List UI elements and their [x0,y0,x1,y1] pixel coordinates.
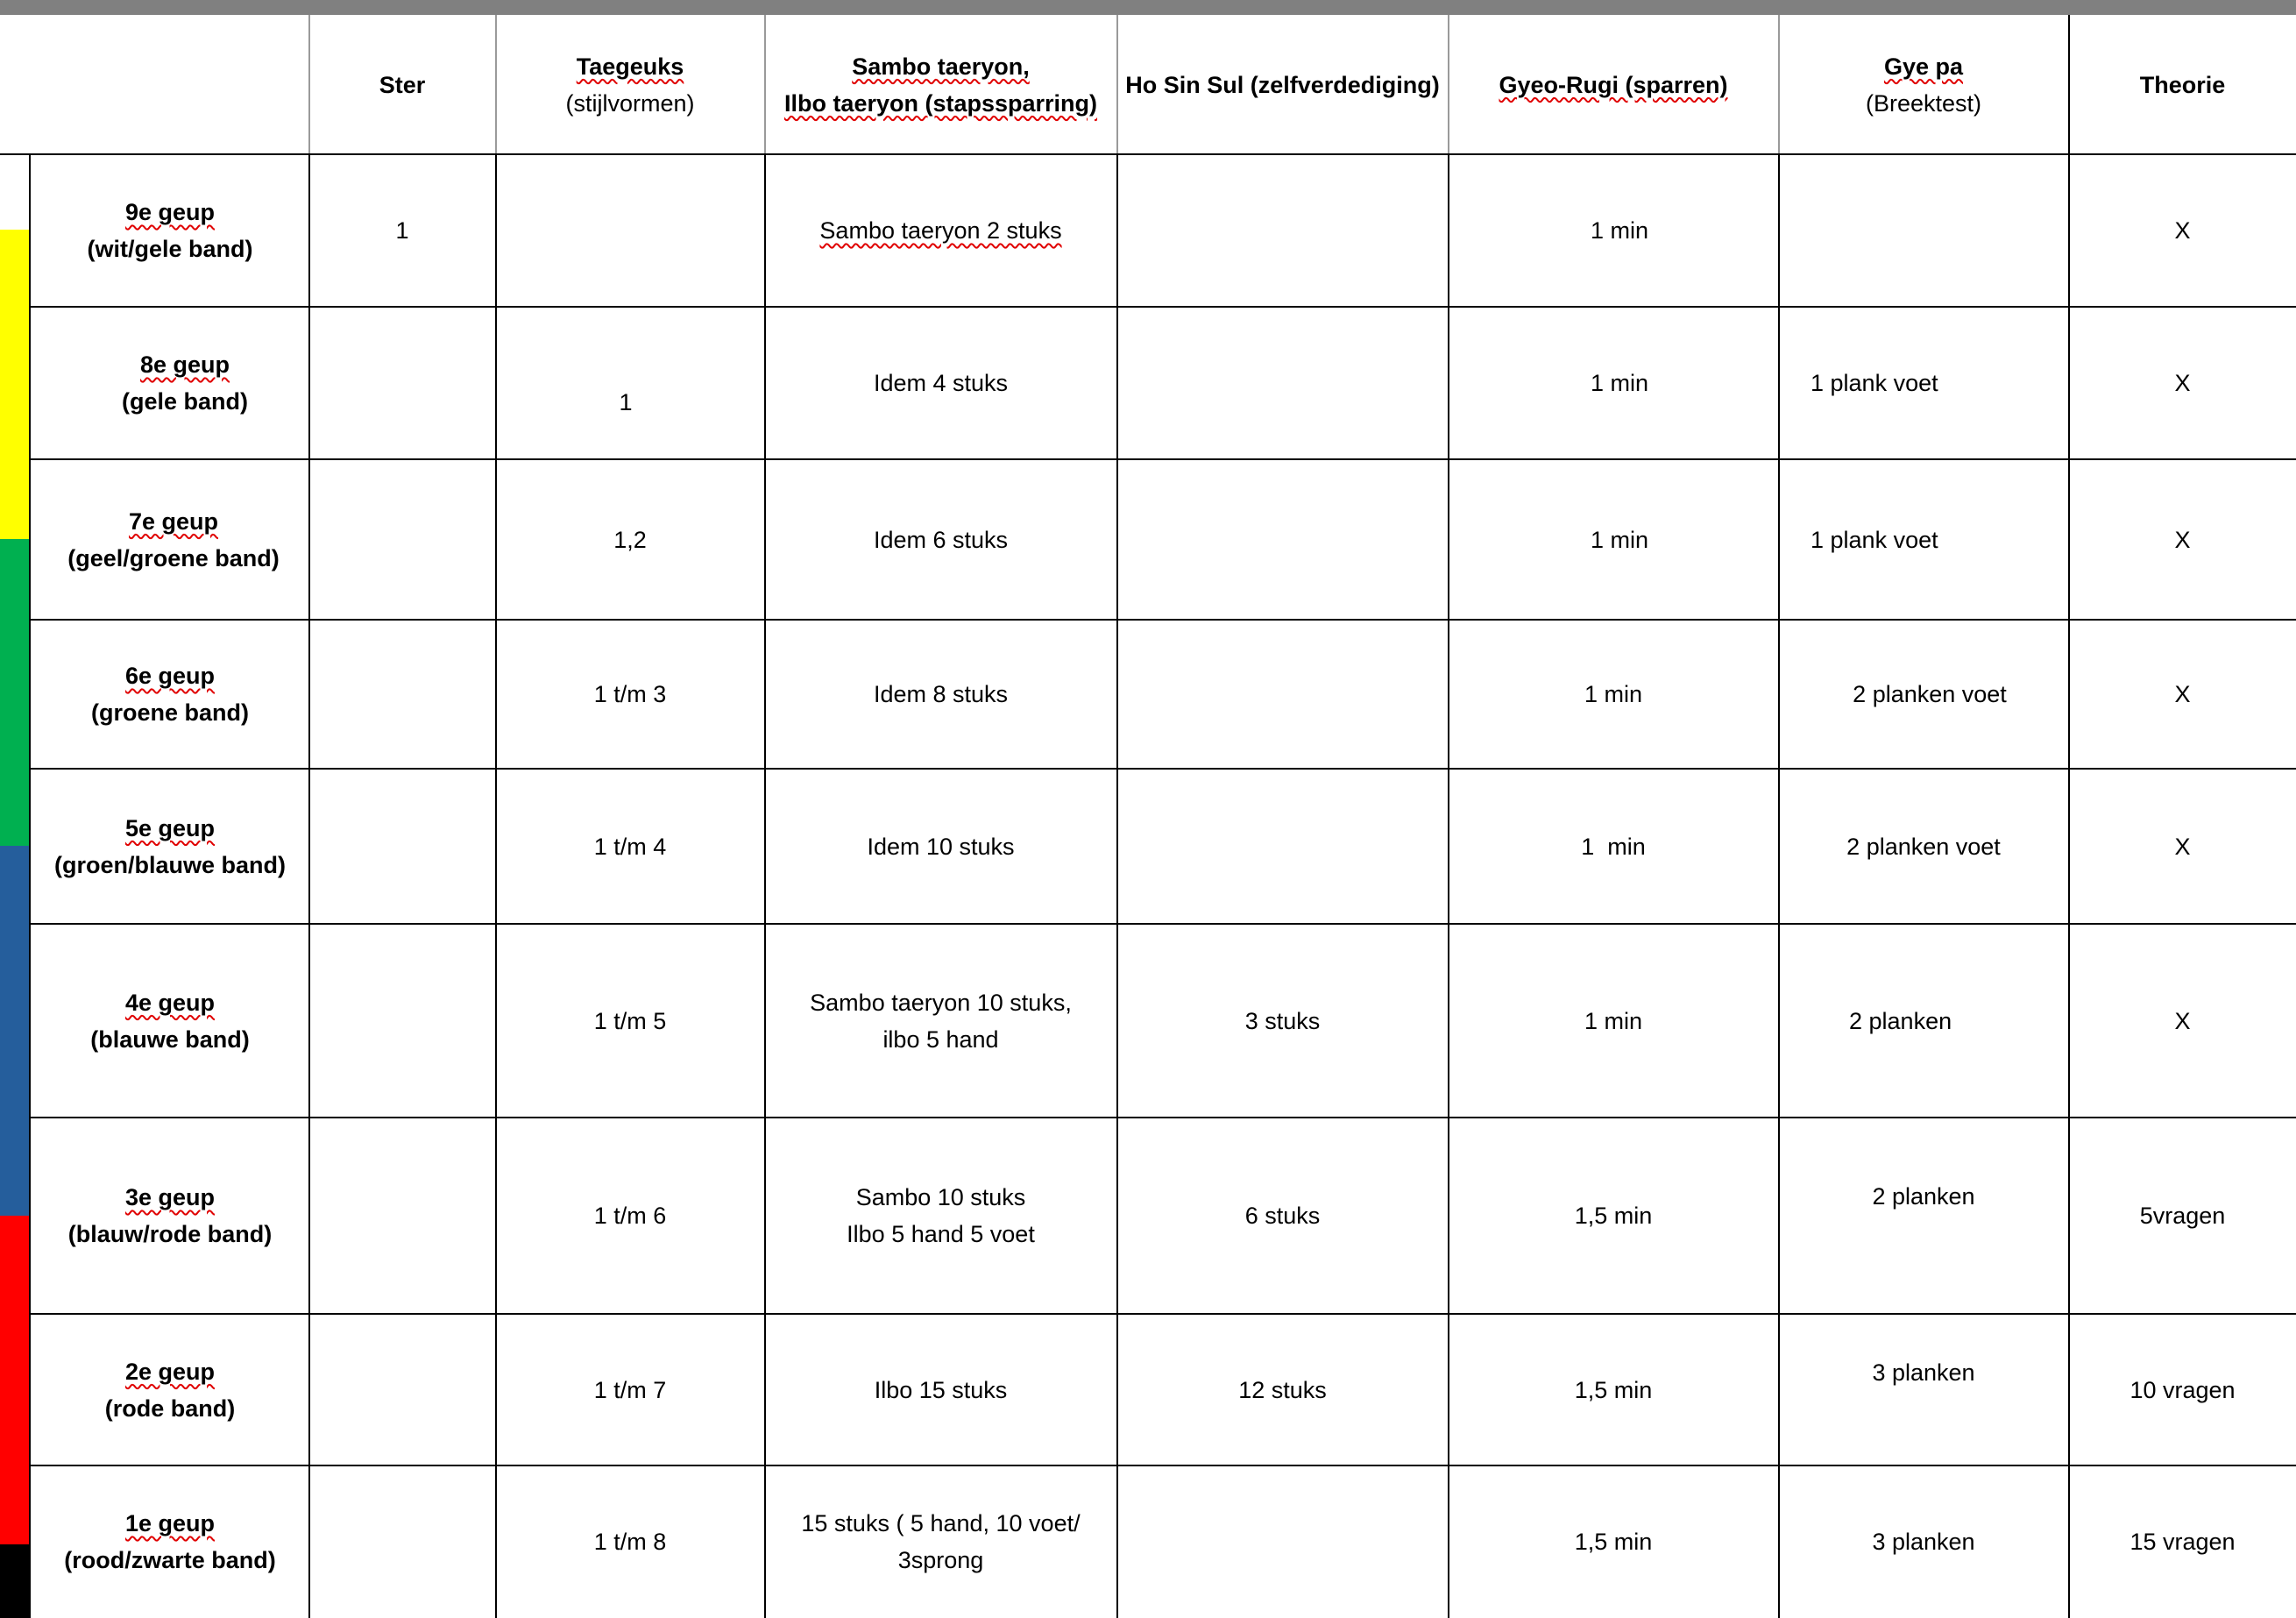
taegeuks-cell [496,1314,764,1465]
taegeuks-cell [496,769,764,924]
grade-label-3e [32,1118,308,1314]
theorie-cell [2069,154,2296,307]
theorie-value: X [2174,370,2191,396]
gyeorugi-cell [1449,307,1778,459]
taegeuks-cell [496,1465,764,1618]
hosinsul-cell [1117,924,1448,1118]
theorie-cell [2069,620,2296,769]
header-hosinsul [1117,15,1448,154]
gyeorugi-cell [1449,459,1778,620]
ster-cell [309,769,495,924]
gyepa-cell [1779,769,2068,924]
theorie-value: X [2174,833,2191,860]
hosinsul-cell [1117,769,1448,924]
header-sambo-label: Sambo taeryon, [852,53,1030,80]
gyeorugi-value: 1 min [1584,681,1643,707]
gyeorugi-cell [1449,769,1778,924]
header-ster-label: Ster [379,71,426,98]
ster-cell [309,154,495,307]
taegeuks-value: 1 [619,389,633,415]
taegeuks-cell [496,459,764,620]
header-gyepa-sub: (Breektest) [1865,89,1982,117]
taegeuks-cell [496,620,764,769]
sambo-value-2: Ilbo 5 hand 5 voet [847,1221,1035,1247]
gyeorugi-value: 1,5 min [1574,1376,1653,1403]
sambo-cell [765,769,1116,924]
sambo-cell [765,459,1116,620]
hosinsul-cell [1117,620,1448,769]
grade-label-8e [32,307,308,459]
gyeorugi-cell [1449,1314,1778,1465]
taegeuks-value: 1 t/m 8 [593,1529,667,1555]
theorie-value: X [2174,1007,2191,1034]
header-taegeuks [496,15,764,154]
hosinsul-cell [1117,459,1448,620]
ster-cell [309,1465,495,1618]
hosinsul-value: 12 stuks [1238,1376,1327,1403]
theorie-cell [2069,1465,2296,1618]
grade-name: 4e geup [124,989,216,1016]
sambo-value-2: 3sprong [897,1547,984,1573]
grade-name: 2e geup [124,1358,216,1385]
sambo-value: Sambo taeryon 2 stuks [819,217,1062,244]
gyepa-cell [1779,620,2068,769]
band-name: (wit/gele band) [87,236,253,262]
gyepa-cell [1779,459,2068,620]
grade-name: 3e geup [124,1184,216,1210]
band-name: (blauwe band) [90,1025,250,1053]
taegeuks-cell [496,924,764,1118]
sambo-value: Ilbo 15 stuks [874,1376,1008,1403]
theorie-value: X [2174,217,2191,244]
sambo-cell [765,620,1116,769]
gyepa-value: 1 plank voet [1811,370,1938,396]
gyeorugi-value: 1 min [1590,526,1649,553]
ster-cell [309,620,495,769]
band-name: (groen/blauwe band) [53,851,286,878]
gyepa-value: 2 planken voet [1846,833,2001,860]
theorie-cell [2069,307,2296,459]
gyeorugi-value: 1 min [1590,217,1649,244]
gyeorugi-value: 1,5 min [1574,1529,1653,1555]
header-sambo-sub: Ilbo taeryon (stapssparring) [783,89,1098,117]
hosinsul-value: 6 stuks [1244,1203,1321,1229]
sambo-value: Sambo taeryon 10 stuks, [810,989,1072,1016]
header-gyepa [1779,15,2068,154]
hosinsul-cell [1117,1314,1448,1465]
theorie-cell [2069,459,2296,620]
theorie-value: 5vragen [2139,1203,2226,1229]
sambo-cell [765,1118,1116,1314]
gyeorugi-cell [1449,924,1778,1118]
sambo-cell [765,924,1116,1118]
sambo-cell [765,1465,1116,1618]
grade-name: 5e geup [124,814,216,841]
header-gyepa-label: Gye pa [1883,53,1964,80]
sambo-value: Idem 4 stuks [873,370,1009,396]
ster-value: 1 [395,217,409,244]
hosinsul-cell [1117,1118,1448,1314]
band-name: (gele band) [121,388,248,415]
band-name: (geel/groene band) [67,544,280,571]
header-hosinsul-label: Ho Sin Sul (zelfverdediging) [1125,71,1440,98]
header-sambo [765,15,1116,154]
taegeuks-value: 1 t/m 7 [593,1376,667,1403]
gyepa-cell [1779,1465,2068,1618]
header-gyeorugi [1449,15,1778,154]
sambo-value: Idem 6 stuks [873,526,1009,553]
gyepa-value: 2 planken [1872,1183,1975,1210]
header-gyeorugi-label: Gyeo-Rugi (sparren) [1499,71,1728,98]
header-taegeuks-label: Taegeuks [576,53,684,80]
grade-label-5e [32,769,308,924]
sambo-cell [765,307,1116,459]
grade-label-6e [32,620,308,769]
theorie-value: 10 vragen [2129,1376,2236,1403]
sambo-cell [765,154,1116,307]
header-ster [309,15,495,154]
gyepa-value: 3 planken [1872,1529,1975,1555]
gyepa-value: 1 plank voet [1811,526,1938,553]
gyepa-cell [1779,307,2068,459]
ster-cell [309,1314,495,1465]
theorie-cell [2069,1118,2296,1314]
gyeorugi-value: 1 min [1584,1007,1643,1034]
header-theorie-label: Theorie [2139,71,2226,98]
gyeorugi-value: 1,5 min [1574,1203,1653,1229]
sambo-value-2: ilbo 5 hand [882,1025,999,1053]
gyeorugi-value: 1 min [1581,833,1646,860]
grade-name: 1e geup [124,1510,216,1536]
grade-label-9e [32,154,308,307]
taegeuks-value: 1,2 [613,526,647,553]
hosinsul-value: 3 stuks [1244,1007,1321,1034]
taegeuks-cell [496,154,764,307]
band-name: (blauw/rode band) [67,1221,273,1247]
sambo-value: Idem 8 stuks [873,681,1009,707]
taegeuks-value: 1 t/m 3 [593,681,667,707]
gyepa-cell [1779,1314,2068,1465]
gyeorugi-cell [1449,620,1778,769]
sambo-value: Idem 10 stuks [867,833,1015,860]
grade-label-4e [32,924,308,1118]
gyeorugi-value: 1 min [1590,370,1649,396]
sambo-cell [765,1314,1116,1465]
grade-name: 8e geup [139,351,230,378]
hosinsul-cell [1117,154,1448,307]
hosinsul-cell [1117,307,1448,459]
theorie-value: X [2174,526,2191,553]
gyepa-value: 2 planken voet [1853,681,2007,707]
taegeuks-cell [496,307,764,459]
gyepa-cell [1779,154,2068,307]
gyeorugi-cell [1449,1118,1778,1314]
hosinsul-cell [1117,1465,1448,1618]
taegeuks-cell [496,1118,764,1314]
theorie-cell [2069,924,2296,1118]
theorie-value: 15 vragen [2129,1529,2236,1555]
band-name: (rode band) [104,1394,236,1422]
sambo-value: 15 stuks ( 5 hand, 10 voet/ [801,1510,1081,1536]
grade-name: 7e geup [128,507,219,535]
theorie-value: X [2174,681,2191,707]
ster-cell [309,459,495,620]
taegeuks-value: 1 t/m 6 [593,1203,667,1229]
ster-cell [309,307,495,459]
gyepa-cell [1779,1118,2068,1314]
gyepa-value: 3 planken [1872,1359,1975,1386]
ster-cell [309,1118,495,1314]
gyeorugi-cell [1449,1465,1778,1618]
window-top-bar [0,0,2296,15]
theorie-cell [2069,1314,2296,1465]
grade-label-1e [32,1465,308,1618]
taegeuks-value: 1 t/m 4 [593,833,667,860]
grade-label-2e [32,1314,308,1465]
grade-name: 9e geup [124,199,216,225]
sambo-value: Sambo 10 stuks [855,1184,1026,1210]
grade-label-7e [32,459,308,620]
ster-cell [309,924,495,1118]
header-taegeuks-sub: (stijlvormen) [565,89,695,117]
header-theorie [2069,15,2296,154]
gyepa-value: 2 planken [1849,1007,1952,1034]
grade-name: 6e geup [124,663,216,689]
taegeuks-value: 1 t/m 5 [593,1007,667,1034]
gyeorugi-cell [1449,154,1778,307]
band-name: (groene band) [91,699,249,726]
theorie-cell [2069,769,2296,924]
band-name: (rood/zwarte band) [64,1547,276,1573]
gyepa-cell [1779,924,2068,1118]
